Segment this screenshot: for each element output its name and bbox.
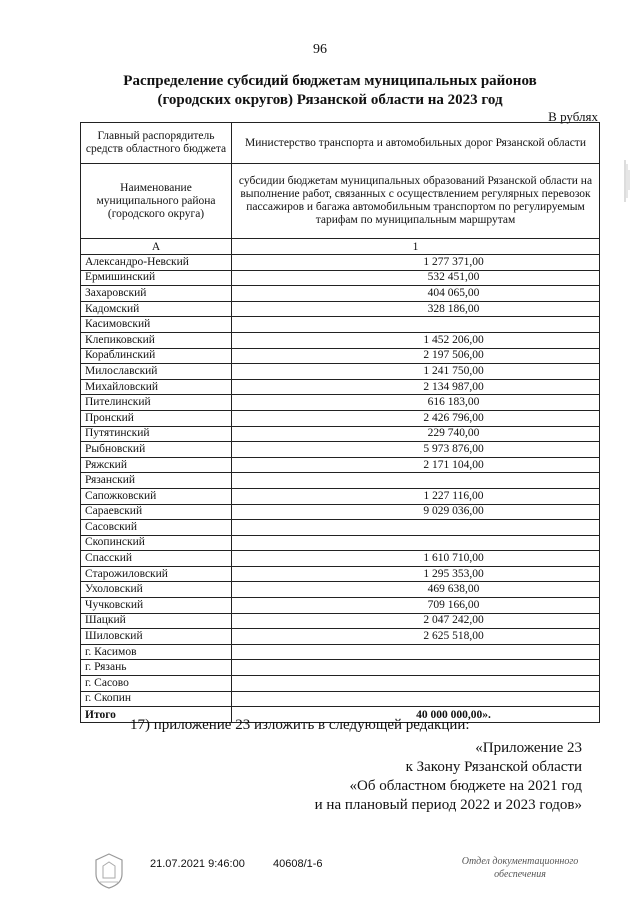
table-row	[81, 348, 600, 364]
subsidy-amount: 709 166,00	[232, 598, 600, 614]
district-name: Путятинский	[81, 426, 232, 442]
district-name: Сасовский	[81, 520, 232, 536]
page-number: 96	[313, 42, 327, 57]
table-row	[81, 535, 600, 551]
district-name: Пителинский	[81, 395, 232, 411]
subsidy-amount: 1 610 710,00	[232, 551, 600, 567]
table-row	[81, 504, 600, 520]
district-name: г. Рязань	[81, 660, 232, 676]
column-index-1: 1	[232, 239, 600, 255]
table-row	[81, 691, 600, 707]
table-row	[81, 644, 600, 660]
subsidy-amount: 532 451,00	[232, 270, 600, 286]
table-row	[81, 410, 600, 426]
appendix-reference-line-1: «Приложение 23	[475, 740, 582, 756]
district-name: Захаровский	[81, 286, 232, 302]
subsidy-amount: 2 047 242,00	[232, 613, 600, 629]
subsidy-amount	[232, 535, 600, 551]
district-name: Сапожковский	[81, 488, 232, 504]
total-label: Итого	[81, 707, 232, 723]
table-row	[81, 301, 600, 317]
district-name: Кадомский	[81, 301, 232, 317]
amendment-sentence: 17) приложение 23 изложить в следующей редакции:	[130, 717, 470, 733]
header-label-district: Наименование муниципального района (городского округа)	[81, 164, 232, 239]
header-label-administrator: Главный распорядитель средств областного бюджета	[81, 123, 232, 164]
subsidy-amount: 2 171 104,00	[232, 457, 600, 473]
subsidy-amount	[232, 660, 600, 676]
district-name: г. Сасово	[81, 676, 232, 692]
subsidy-amount: 1 241 750,00	[232, 364, 600, 380]
subsidy-amount: 1 227 116,00	[232, 488, 600, 504]
margin-barcode-mark	[624, 160, 630, 202]
table-row	[81, 286, 600, 302]
coat-of-arms-icon	[92, 852, 126, 890]
table-row	[81, 566, 600, 582]
table-row	[81, 317, 600, 333]
subsidy-amount: 616 183,00	[232, 395, 600, 411]
table-row	[81, 426, 600, 442]
subsidy-amount: 2 197 506,00	[232, 348, 600, 364]
appendix-reference-line-4: и на плановый период 2022 и 2023 годов»	[314, 797, 582, 813]
district-name: Шиловский	[81, 629, 232, 645]
table-row	[81, 270, 600, 286]
footer-department-stamp: Отдел документационного обеспечения	[461, 856, 579, 880]
district-name: Рязанский	[81, 473, 232, 489]
district-name: Касимовский	[81, 317, 232, 333]
district-name: Рыбновский	[81, 442, 232, 458]
title-line-2: (городских округов) Рязанской области на 2023 год	[157, 92, 503, 108]
subsidy-amount: 2 625 518,00	[232, 629, 600, 645]
table-row	[81, 332, 600, 348]
district-name: Милославский	[81, 364, 232, 380]
table-row	[81, 364, 600, 380]
table-row	[81, 473, 600, 489]
table-row	[81, 660, 600, 676]
table-row	[81, 629, 600, 645]
total-amount: 40 000 000,00».	[232, 707, 600, 723]
subsidy-amount: 328 186,00	[232, 301, 600, 317]
footer-timestamp: 21.07.2021 9:46:00	[150, 858, 245, 870]
district-name: Спасский	[81, 551, 232, 567]
subsidy-amount	[232, 473, 600, 489]
district-name: Клепиковский	[81, 332, 232, 348]
district-name: Скопинский	[81, 535, 232, 551]
district-name: Пронский	[81, 410, 232, 426]
subsidy-amount: 9 029 036,00	[232, 504, 600, 520]
table-row	[81, 613, 600, 629]
table-row	[81, 457, 600, 473]
subsidy-amount	[232, 644, 600, 660]
subsidy-amount	[232, 691, 600, 707]
district-name: Ухоловский	[81, 582, 232, 598]
subsidy-amount: 2 134 987,00	[232, 379, 600, 395]
table-row	[81, 379, 600, 395]
district-name: Шацкий	[81, 613, 232, 629]
subsidy-table	[80, 122, 600, 723]
table-row	[81, 255, 600, 271]
table-row	[81, 551, 600, 567]
district-name: Александро-Невский	[81, 255, 232, 271]
currency-note: В рублях	[548, 109, 598, 124]
subsidy-amount: 1 295 353,00	[232, 566, 600, 582]
header-row-administrator	[81, 123, 600, 164]
subsidy-amount: 1 277 371,00	[232, 255, 600, 271]
subsidy-amount	[232, 317, 600, 333]
district-name: Ряжский	[81, 457, 232, 473]
appendix-reference-line-2: к Закону Рязанской области	[405, 759, 582, 775]
column-index-row	[81, 239, 600, 255]
subsidy-amount: 469 638,00	[232, 582, 600, 598]
district-name: Михайловский	[81, 379, 232, 395]
table-row	[81, 582, 600, 598]
district-name: г. Касимов	[81, 644, 232, 660]
district-name: Сараевский	[81, 504, 232, 520]
subsidy-amount	[232, 676, 600, 692]
header-value-subsidy: субсидии бюджетам муниципальных образований Рязанской области на выполнение работ, связанных с осуществлением регулярных перевозок пассажиров и багажа автомобильным транспортом по регулируемым тарифам по муниципальным маршрутам	[232, 164, 600, 239]
table-row	[81, 598, 600, 614]
district-name: Старожиловский	[81, 566, 232, 582]
subsidy-amount: 229 740,00	[232, 426, 600, 442]
district-name: Чучковский	[81, 598, 232, 614]
subsidy-amount: 2 426 796,00	[232, 410, 600, 426]
table-row	[81, 395, 600, 411]
column-index-a: А	[81, 239, 232, 255]
footer-document-code: 40608/1-6	[273, 858, 323, 870]
district-name: г. Скопин	[81, 691, 232, 707]
district-name: Кораблинский	[81, 348, 232, 364]
header-value-ministry: Министерство транспорта и автомобильных дорог Рязанской области	[232, 123, 600, 164]
subsidy-amount: 5 973 876,00	[232, 442, 600, 458]
table-row	[81, 676, 600, 692]
table-row	[81, 488, 600, 504]
table-row	[81, 520, 600, 536]
document-title	[60, 72, 600, 110]
appendix-reference-line-3: «Об областном бюджете на 2021 год	[349, 778, 582, 794]
district-name: Ермишинский	[81, 270, 232, 286]
subsidy-amount	[232, 520, 600, 536]
subsidy-amount: 404 065,00	[232, 286, 600, 302]
header-row-subsidy	[81, 164, 600, 239]
table-row	[81, 442, 600, 458]
subsidy-amount: 1 452 206,00	[232, 332, 600, 348]
title-line-1: Распределение субсидий бюджетам муниципальных районов	[123, 73, 537, 89]
